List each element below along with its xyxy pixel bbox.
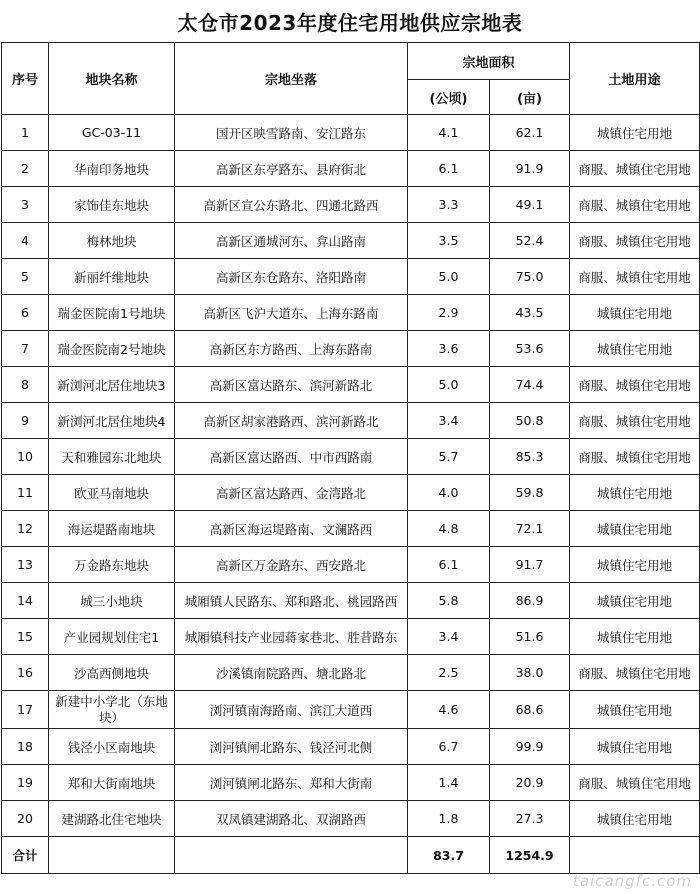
- cell-area-ha: 1.4: [408, 765, 490, 801]
- cell-no: 18: [2, 729, 49, 765]
- cell-area-mu: 74.4: [490, 367, 570, 403]
- cell-area-mu: 91.7: [490, 547, 570, 583]
- table-row: [2, 729, 700, 765]
- cell-name: 沙高西侧地块: [49, 655, 175, 691]
- total-empty-usage: [570, 837, 700, 874]
- table-row: [2, 511, 700, 547]
- table-row: [2, 403, 700, 439]
- cell-name: 建湖路北住宅地块: [49, 801, 175, 837]
- cell-usage: 商服、城镇住宅用地: [570, 655, 700, 691]
- cell-area-ha: 6.1: [408, 547, 490, 583]
- cell-area-ha: 2.5: [408, 655, 490, 691]
- cell-no: 4: [2, 223, 49, 259]
- cell-name: 天和雅园东北地块: [49, 439, 175, 475]
- cell-area-mu: 20.9: [490, 765, 570, 801]
- cell-area-mu: 68.6: [490, 691, 570, 729]
- cell-usage: 城镇住宅用地: [570, 115, 700, 151]
- cell-no: 2: [2, 151, 49, 187]
- cell-no: 16: [2, 655, 49, 691]
- cell-location: 高新区宣公东路北、四通北路西: [175, 187, 408, 223]
- cell-area-mu: 50.8: [490, 403, 570, 439]
- table-row: [2, 115, 700, 151]
- cell-area-ha: 4.0: [408, 475, 490, 511]
- cell-usage: 商服、城镇住宅用地: [570, 259, 700, 295]
- cell-no: 15: [2, 619, 49, 655]
- cell-location: 城厢镇人民路东、郑和路北、桃园路西: [175, 583, 408, 619]
- total-area-ha: 83.7: [408, 837, 490, 874]
- total-label: 合计: [2, 837, 49, 874]
- cell-area-mu: 99.9: [490, 729, 570, 765]
- cell-area-mu: 85.3: [490, 439, 570, 475]
- table-row: [2, 801, 700, 837]
- cell-area-mu: 53.6: [490, 331, 570, 367]
- cell-area-mu: 75.0: [490, 259, 570, 295]
- table-row: [2, 655, 700, 691]
- table-row: [2, 619, 700, 655]
- header-area-ha: (公顷): [408, 80, 490, 115]
- cell-no: 10: [2, 439, 49, 475]
- table-row: [2, 331, 700, 367]
- header-name: 地块名称: [49, 43, 175, 115]
- cell-no: 1: [2, 115, 49, 151]
- table-row: [2, 583, 700, 619]
- cell-location: 高新区飞沪大道东、上海东路南: [175, 295, 408, 331]
- cell-area-ha: 5.7: [408, 439, 490, 475]
- table-row: [2, 151, 700, 187]
- cell-usage: 商服、城镇住宅用地: [570, 439, 700, 475]
- cell-name: 新浏河北居住地块4: [49, 403, 175, 439]
- table-row: [2, 765, 700, 801]
- cell-name: 万金路东地块: [49, 547, 175, 583]
- cell-location: 浏河镇闸北路东、钱泾河北侧: [175, 729, 408, 765]
- cell-area-mu: 72.1: [490, 511, 570, 547]
- header-no: 序号: [2, 43, 49, 115]
- watermark: taicangfc.com: [572, 872, 692, 890]
- cell-no: 19: [2, 765, 49, 801]
- cell-location: 浏河镇闸北路东、郑和大街南: [175, 765, 408, 801]
- cell-location: 城厢镇科技产业园蒋家巷北、胜昔路东: [175, 619, 408, 655]
- cell-area-ha: 6.7: [408, 729, 490, 765]
- cell-usage: 城镇住宅用地: [570, 511, 700, 547]
- cell-area-ha: 5.8: [408, 583, 490, 619]
- cell-no: 20: [2, 801, 49, 837]
- cell-location: 高新区东方路西、上海东路南: [175, 331, 408, 367]
- cell-usage: 商服、城镇住宅用地: [570, 367, 700, 403]
- cell-location: 高新区富达路西、中市西路南: [175, 439, 408, 475]
- table-row: [2, 187, 700, 223]
- cell-area-ha: 4.6: [408, 691, 490, 729]
- cell-no: 5: [2, 259, 49, 295]
- cell-area-ha: 3.5: [408, 223, 490, 259]
- cell-location: 高新区万金路东、西安路北: [175, 547, 408, 583]
- total-empty-name: [49, 837, 175, 874]
- cell-area-mu: 52.4: [490, 223, 570, 259]
- cell-name: 郑和大街南地块: [49, 765, 175, 801]
- cell-area-ha: 5.0: [408, 259, 490, 295]
- cell-name: 瑞金医院南2号地块: [49, 331, 175, 367]
- cell-location: 高新区东仓路东、洛阳路南: [175, 259, 408, 295]
- cell-usage: 城镇住宅用地: [570, 331, 700, 367]
- cell-no: 11: [2, 475, 49, 511]
- cell-location: 高新区海运堤路南、文澜路西: [175, 511, 408, 547]
- cell-area-ha: 4.8: [408, 511, 490, 547]
- cell-name: 海运堤路南地块: [49, 511, 175, 547]
- cell-usage: 商服、城镇住宅用地: [570, 223, 700, 259]
- cell-area-mu: 27.3: [490, 801, 570, 837]
- total-empty-location: [175, 837, 408, 874]
- cell-area-mu: 62.1: [490, 115, 570, 151]
- cell-no: 12: [2, 511, 49, 547]
- cell-no: 6: [2, 295, 49, 331]
- cell-area-ha: 3.3: [408, 187, 490, 223]
- cell-usage: 城镇住宅用地: [570, 619, 700, 655]
- cell-location: 浏河镇南海路南、滨江大道西: [175, 691, 408, 729]
- table-row: [2, 439, 700, 475]
- header-usage: 土地用途: [570, 43, 700, 115]
- cell-area-mu: 43.5: [490, 295, 570, 331]
- cell-location: 国开区映雪路南、安江路东: [175, 115, 408, 151]
- cell-name: 家饰佳东地块: [49, 187, 175, 223]
- table-row: [2, 475, 700, 511]
- header-area: 宗地面积: [408, 43, 570, 80]
- table-row: [2, 259, 700, 295]
- cell-name: 新丽纤维地块: [49, 259, 175, 295]
- cell-area-ha: 2.9: [408, 295, 490, 331]
- cell-name: 新建中小学北（东地块）: [49, 691, 175, 729]
- table-row: [2, 691, 700, 729]
- cell-area-ha: 3.4: [408, 619, 490, 655]
- cell-no: 13: [2, 547, 49, 583]
- cell-usage: 城镇住宅用地: [570, 295, 700, 331]
- cell-location: 高新区富达路东、滨河新路北: [175, 367, 408, 403]
- cell-no: 17: [2, 691, 49, 729]
- cell-area-ha: 4.1: [408, 115, 490, 151]
- cell-location: 高新区胡家港路西、滨河新路北: [175, 403, 408, 439]
- cell-name: 瑞金医院南1号地块: [49, 295, 175, 331]
- cell-area-ha: 3.4: [408, 403, 490, 439]
- cell-name: 城三小地块: [49, 583, 175, 619]
- cell-usage: 商服、城镇住宅用地: [570, 403, 700, 439]
- cell-name: 钱泾小区南地块: [49, 729, 175, 765]
- cell-usage: 城镇住宅用地: [570, 583, 700, 619]
- cell-name: 欧亚马南地块: [49, 475, 175, 511]
- cell-name: 梅林地块: [49, 223, 175, 259]
- cell-area-mu: 49.1: [490, 187, 570, 223]
- cell-no: 9: [2, 403, 49, 439]
- cell-usage: 城镇住宅用地: [570, 691, 700, 729]
- cell-location: 高新区富达路西、金湾路北: [175, 475, 408, 511]
- cell-usage: 商服、城镇住宅用地: [570, 187, 700, 223]
- table-body: [2, 115, 700, 874]
- table-row: [2, 223, 700, 259]
- cell-name: 华南印务地块: [49, 151, 175, 187]
- cell-name: GC-03-11: [49, 115, 175, 151]
- cell-area-ha: 3.6: [408, 331, 490, 367]
- header-area-mu: (亩): [490, 80, 570, 115]
- cell-no: 7: [2, 331, 49, 367]
- cell-usage: 城镇住宅用地: [570, 801, 700, 837]
- header-location: 宗地坐落: [175, 43, 408, 115]
- cell-no: 14: [2, 583, 49, 619]
- cell-area-mu: 59.8: [490, 475, 570, 511]
- cell-usage: 商服、城镇住宅用地: [570, 765, 700, 801]
- cell-location: 双凤镇建湖路北、双湖路西: [175, 801, 408, 837]
- total-row: [2, 837, 700, 874]
- land-supply-table: [1, 42, 700, 874]
- cell-name: 产业园规划住宅1: [49, 619, 175, 655]
- table-row: [2, 547, 700, 583]
- cell-no: 3: [2, 187, 49, 223]
- cell-area-mu: 86.9: [490, 583, 570, 619]
- cell-area-mu: 91.9: [490, 151, 570, 187]
- cell-name: 新浏河北居住地块3: [49, 367, 175, 403]
- cell-location: 高新区东亭路东、县府街北: [175, 151, 408, 187]
- cell-no: 8: [2, 367, 49, 403]
- header-row: [2, 43, 700, 80]
- cell-usage: 城镇住宅用地: [570, 729, 700, 765]
- table-row: [2, 367, 700, 403]
- total-area-mu: 1254.9: [490, 837, 570, 874]
- cell-area-mu: 51.6: [490, 619, 570, 655]
- cell-area-ha: 5.0: [408, 367, 490, 403]
- cell-area-mu: 38.0: [490, 655, 570, 691]
- cell-location: 沙溪镇南院路西、塘北路北: [175, 655, 408, 691]
- cell-usage: 城镇住宅用地: [570, 475, 700, 511]
- page-title: 太仓市2023年度住宅用地供应宗地表: [177, 11, 523, 35]
- cell-usage: 城镇住宅用地: [570, 547, 700, 583]
- cell-area-ha: 1.8: [408, 801, 490, 837]
- cell-location: 高新区通城河东、弇山路南: [175, 223, 408, 259]
- cell-area-ha: 6.1: [408, 151, 490, 187]
- table-row: [2, 295, 700, 331]
- cell-usage: 商服、城镇住宅用地: [570, 151, 700, 187]
